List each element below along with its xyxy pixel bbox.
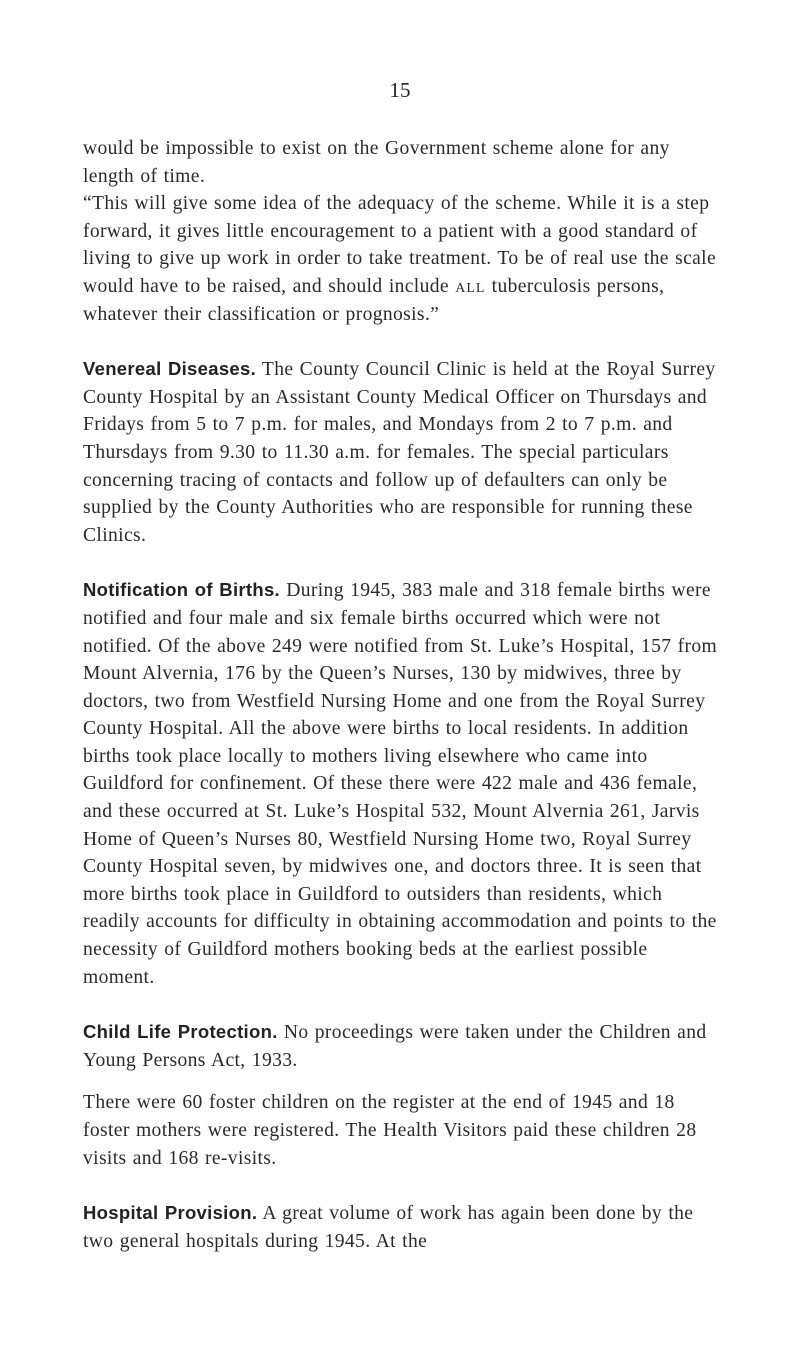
- paragraph-text: No proceedings were taken under the Children and Young Persons Act, 1933.: [83, 1022, 707, 1071]
- paragraph-text: There were 60 foster children on the register at the end of 1945 and 18 foster mothers were registered. The Health Visitors paid these children 28 visits and 168 re-visits.: [83, 1092, 697, 1169]
- paragraph-continuation: [83, 135, 721, 190]
- paragraph-text: would be impossible to exist on the Government scheme alone for any length of time.: [83, 138, 670, 187]
- section-heading: Venereal Diseases.: [83, 358, 257, 380]
- paragraph-foster-children: [83, 1089, 721, 1172]
- paragraph-notification-of-births: [83, 576, 721, 991]
- section-heading: Hospital Provision.: [83, 1202, 258, 1224]
- paragraph-hospital-provision: [83, 1199, 721, 1255]
- paragraph-venereal-diseases: [83, 355, 721, 549]
- page-number: 15: [389, 78, 411, 102]
- section-heading: Child Life Protection.: [83, 1021, 278, 1043]
- section-heading: Notification of Births.: [83, 579, 280, 601]
- paragraph-text: During 1945, 383 male and 318 female births were notified and four male and six female births occurred which were not notified. Of the above 249 were notified from St. Luke’s Hospital, 157 from Mount Alvernia, 176 by the Queen’s Nurses, 130 by midwives, three by doctors, two from Westfield Nursing Home and one from the Royal Surrey County Hospital. All the above were births to local residents. In addition births took place locally to mothers living elsewhere who came into Guildford for confinement. Of these there were 422 male and 436 female, and these occurred at St. Luke’s Hospital 532, Mount Alvernia 261, Jarvis Home of Queen’s Nurses 80, Westfield Nursing Home two, Royal Surrey County Hospital seven, by midwives one, and doctors three. It is seen that more births took place in Guildford to outsiders than residents, which readily accounts for difficulty in obtaining accommodation and points to the necessity of Guildford mothers booking beds at the earliest possible moment.: [83, 580, 718, 988]
- paragraph-text: A great volume of work has again been done by the two general hospitals during 1945. At the: [83, 1203, 694, 1252]
- paragraph-quotation: [83, 190, 721, 328]
- smallcaps-word: all: [455, 275, 486, 297]
- paragraph-text: “This will give some idea of the adequacy of the scheme. While it is a step forward, it gives little encouragement to a patient with a good standard of living to give up work in order to take treatment. To be of real use the scale would have to be raised, and should include: [83, 193, 717, 297]
- paragraph-text: tuberculosis persons, whatever their classification or prognosis.”: [83, 275, 665, 325]
- paragraph-text: The County Council Clinic is held at the Royal Surrey County Hospital by an Assistant County Medical Officer on Thursdays and Fridays from 5 to 7 p.m. for males, and Mondays from 2 to 7 p.m. and Thursdays from 9.30 to 11.30 a.m. for females. The special particulars concerning tracing of contacts and follow up of defaulters can only be supplied by the County Authorities who are responsible for running these Clinics.: [83, 359, 716, 546]
- paragraph-child-life-protection: [83, 1018, 721, 1074]
- body-text: [83, 135, 721, 1255]
